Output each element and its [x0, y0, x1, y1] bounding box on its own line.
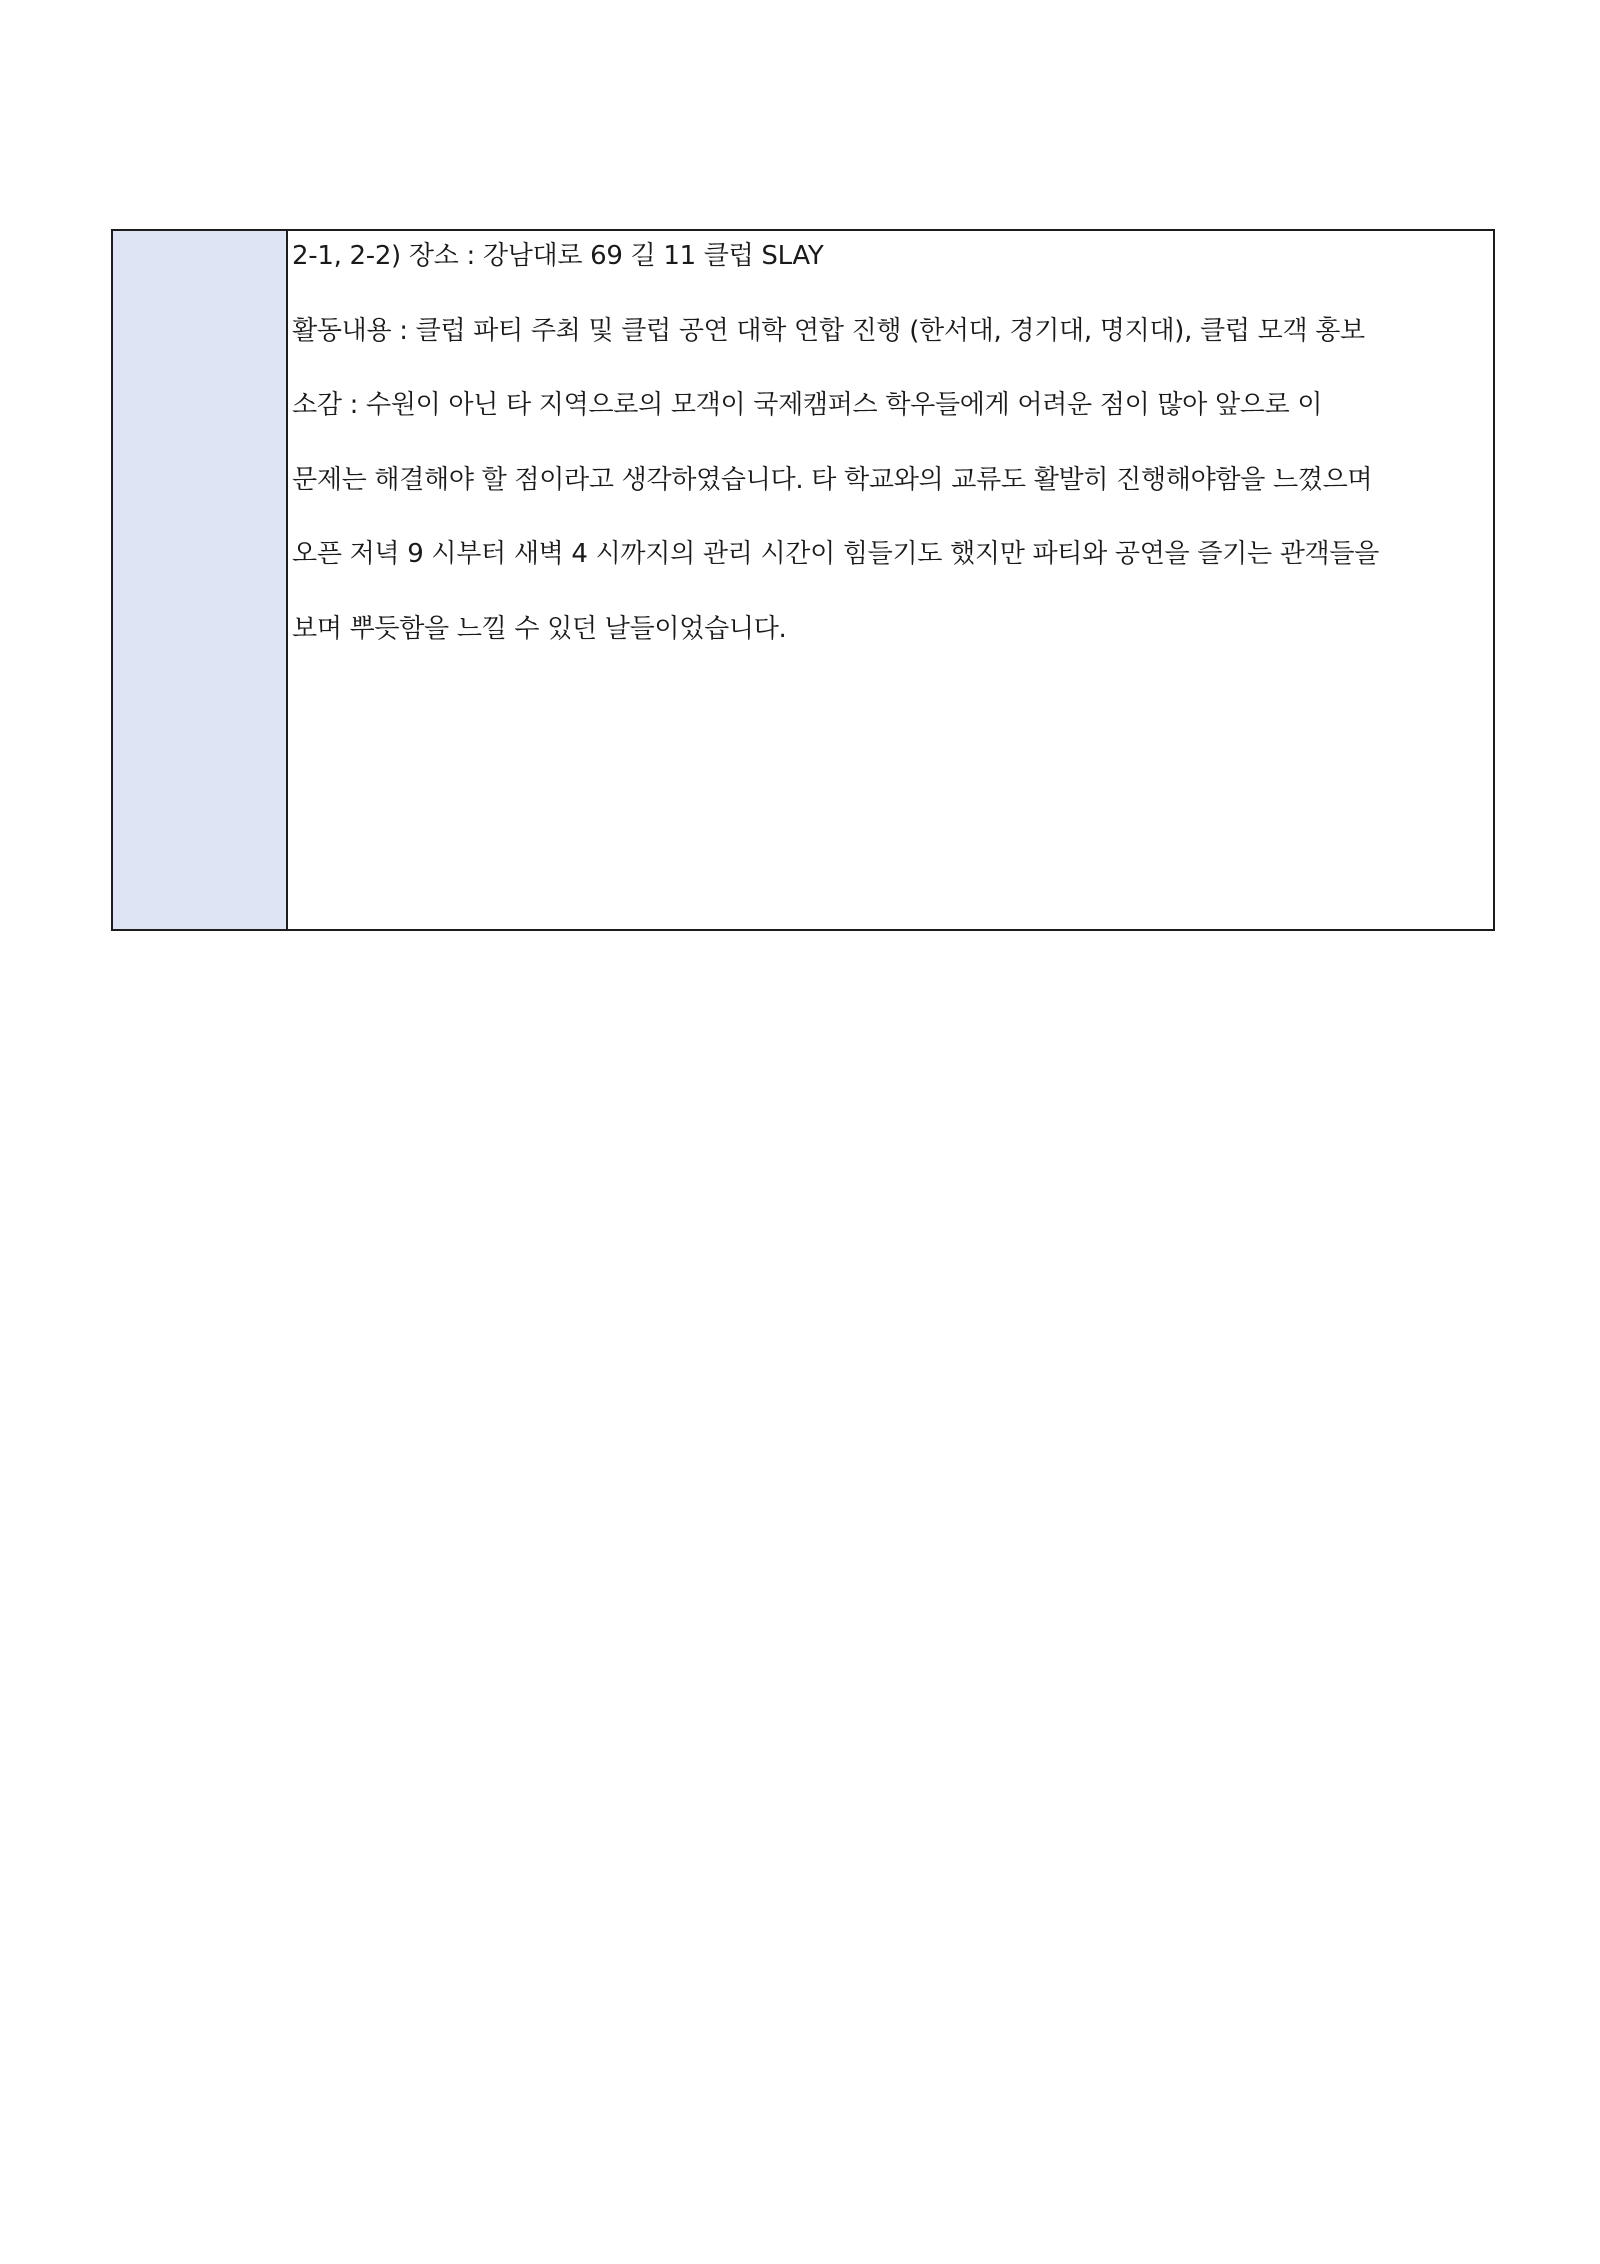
impression-line-1: 소감 : 수원이 아닌 타 지역으로의 모객이 국제캠퍼스 학우들에게 어려운 점이 많아 앞으로 이 [292, 390, 1323, 420]
table-label-cell [113, 231, 288, 929]
activity-table [111, 229, 1495, 931]
impression-line-4: 보며 뿌듯함을 느낄 수 있던 날들이었습니다. [292, 613, 787, 644]
activity-content-line: 활동내용 : 클럽 파티 주최 및 클럽 공연 대학 연합 진행 (한서대, 경기대, 명지대), 클럽 모객 홍보 [292, 315, 1365, 346]
location-line: 2-1, 2-2) 장소 : 강남대로 69 길 11 클럽 SLAY [292, 241, 824, 271]
impression-line-3: 오픈 저녁 9 시부터 새벽 4 시까지의 관리 시간이 힘들기도 했지만 파티와 공연을 즐기는 관객들을 [292, 539, 1379, 569]
impression-line-2: 문제는 해결해야 할 점이라고 생각하였습니다. 타 학교와의 교류도 활발히 진행해야함을 느꼈으며 [292, 464, 1373, 495]
table-content-cell [288, 231, 1493, 929]
